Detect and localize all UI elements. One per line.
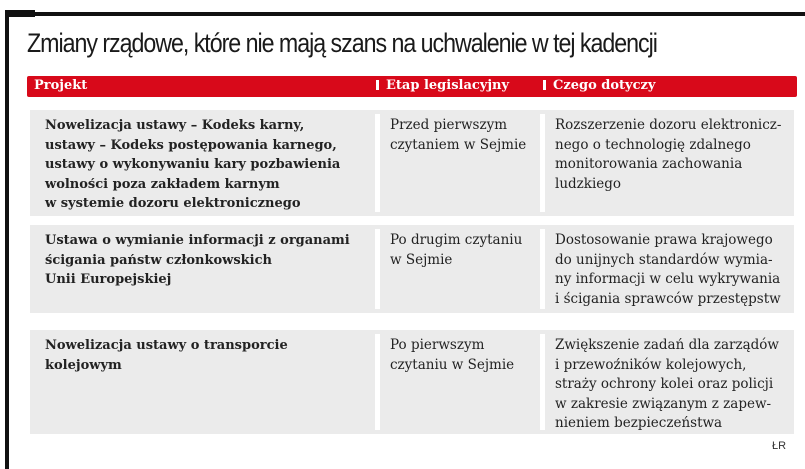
cell-line: ustawy o wykonywaniu kary pozbawienia bbox=[45, 157, 341, 172]
column-separator bbox=[375, 114, 380, 212]
cell-line: i przewoźników kolejowych, bbox=[555, 356, 747, 373]
page-title: Zmiany rządowe, które nie mają szans na uchwalenie w tej kadencji bbox=[27, 28, 657, 58]
cell-line: wolności poza zakładem karnym bbox=[45, 176, 280, 192]
cell-line: w zakresie związanym z zapew- bbox=[555, 395, 772, 412]
cell-line: ludzkiego bbox=[555, 175, 622, 192]
column-separator bbox=[540, 334, 545, 430]
cell-line: monitorowania zachowania bbox=[555, 156, 743, 172]
cell-line: ścigania państw członkowskich bbox=[45, 252, 272, 268]
column-separator bbox=[375, 334, 380, 430]
cell-line: Po pierwszym bbox=[390, 337, 485, 353]
cell-line: Przed pierwszym bbox=[390, 117, 507, 133]
frame-vertical-line bbox=[5, 11, 9, 469]
header-etap bbox=[376, 78, 509, 93]
cell-etap bbox=[390, 231, 522, 270]
cell-dotyczy bbox=[555, 336, 779, 434]
header-projekt: Projekt bbox=[34, 78, 88, 93]
cell-line: do unijnych standardów wymia- bbox=[555, 251, 773, 268]
header-dotyczy bbox=[543, 78, 655, 93]
cell-line: w systemie dozoru elektronicznego bbox=[45, 196, 301, 211]
cell-line: Ustawa o wymianie informacji z organami bbox=[45, 233, 350, 248]
cell-line: ny informacji w celu wykrywania bbox=[555, 271, 781, 287]
frame-top-line bbox=[5, 12, 805, 16]
cell-line: Rozszerzenie dozoru elektronicz- bbox=[555, 117, 782, 133]
cell-dotyczy bbox=[555, 231, 781, 309]
cell-line: Zwiększenie zadań dla zarządów bbox=[555, 337, 779, 353]
cell-etap bbox=[390, 336, 514, 375]
table-row bbox=[30, 225, 794, 313]
cell-line: Unii Europejskiej bbox=[45, 272, 172, 287]
cell-line: kolejowym bbox=[45, 357, 122, 373]
table-row bbox=[30, 110, 794, 216]
table-row bbox=[30, 330, 794, 434]
cell-line: Po drugim czytaniu bbox=[390, 232, 523, 248]
cell-projekt bbox=[45, 336, 288, 375]
cell-dotyczy bbox=[555, 116, 781, 194]
table-header bbox=[27, 76, 797, 97]
column-separator bbox=[540, 229, 545, 309]
header-dotyczy-label: Czego dotyczy bbox=[553, 78, 656, 93]
cell-projekt bbox=[45, 231, 350, 290]
cell-line: Dostosowanie prawa krajowego bbox=[555, 232, 773, 248]
header-etap-label: Etap legislacyjny bbox=[386, 78, 510, 93]
cell-line: Nowelizacja ustawy – Kodeks karny, bbox=[45, 118, 305, 133]
cell-line: nego o technologię zdalnego bbox=[555, 136, 751, 153]
cell-line: straży ochrony kolei oraz policji bbox=[555, 376, 774, 392]
cell-projekt bbox=[45, 116, 340, 214]
credit: ŁR bbox=[772, 440, 787, 452]
cell-line: czytaniem w Sejmie bbox=[390, 136, 527, 153]
cell-line: ustawy – Kodeks postępowania karnego, bbox=[45, 137, 337, 153]
cell-line: Nowelizacja ustawy o transporcie bbox=[45, 338, 288, 353]
column-separator bbox=[540, 114, 545, 212]
frame-corner bbox=[5, 10, 35, 17]
cell-etap bbox=[390, 116, 526, 155]
cell-line: i ścigania sprawców przestępstw bbox=[555, 290, 781, 307]
column-separator bbox=[375, 229, 380, 309]
cell-line: czytaniu w Sejmie bbox=[390, 356, 515, 373]
cell-line: w Sejmie bbox=[390, 251, 453, 268]
cell-line: nieniem bezpieczeństwa bbox=[555, 415, 723, 431]
